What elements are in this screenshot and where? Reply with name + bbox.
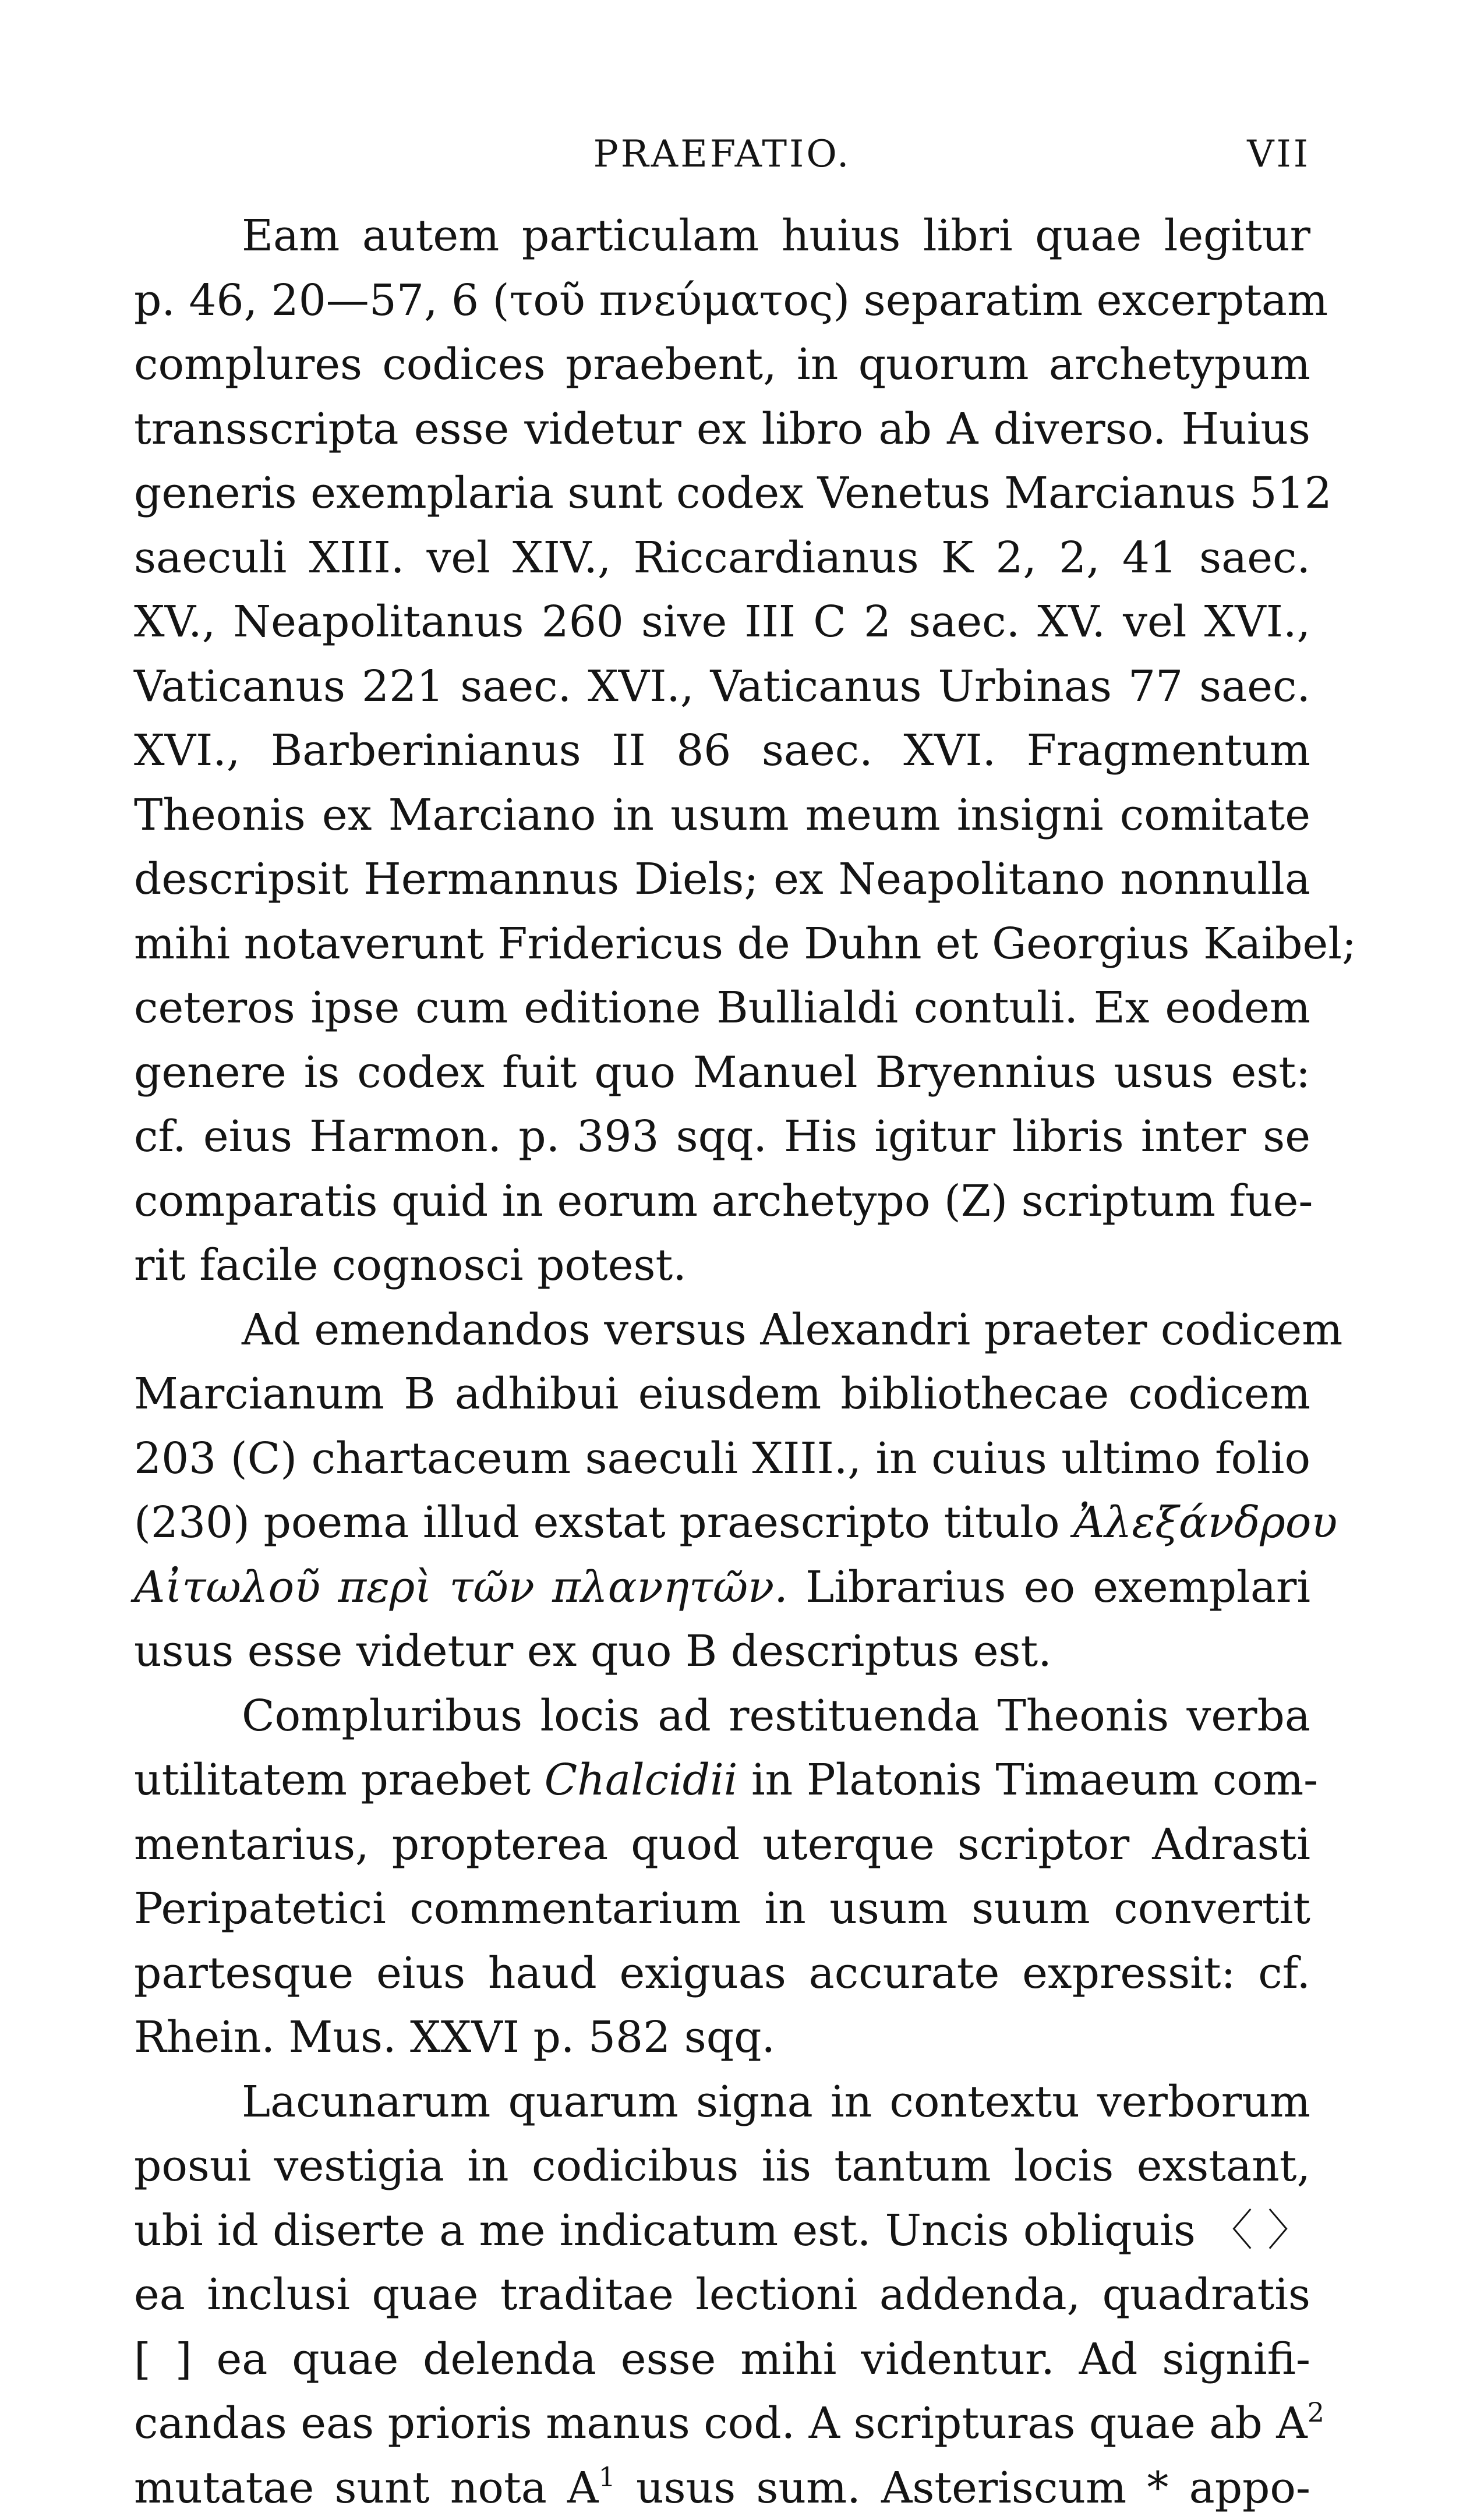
text-line: Ad emendandos versus Alexandri praeter codicem	[134, 1298, 1310, 1362]
text-line: usus esse videtur ex quo B descriptus est.	[134, 1619, 1310, 1684]
text-line	[134, 1491, 1310, 1555]
text-line: p. 46, 20—57, 6 (τοῦ πνεύματος) separatim excerptam	[134, 268, 1310, 333]
text-line: Peripatetici commentarium in usum suum convertit	[134, 1877, 1310, 1941]
text-line: XVI., Barberinianus II 86 saec. XVI. Fragmentum	[134, 719, 1310, 783]
text-line: descripsit Hermannus Diels; ex Neapolitano nonnulla	[134, 847, 1310, 912]
text-line: genere is codex fuit quo Manuel Bryennius usus est:	[134, 1040, 1310, 1105]
text-line: Vaticanus 221 saec. XVI., Vaticanus Urbinas 77 saec.	[134, 654, 1310, 719]
text-line: Theonis ex Marciano in usum meum insigni comitate	[134, 783, 1310, 848]
greek-title-word: Ἀλεξάνδρου	[1073, 1498, 1337, 1548]
text-line: mihi notaverunt Fridericus de Duhn et Georgius Kaibel;	[134, 912, 1310, 976]
text-line: mentarius, propterea quod uterque scriptor Adrasti	[134, 1813, 1310, 1877]
text-line: posui vestigia in codicibus iis tantum locis exstant,	[134, 2134, 1310, 2199]
page-header-title: PRAEFATIO.	[134, 133, 1310, 176]
text-segment: usus sum. Asteriscum * appo-	[636, 2463, 1310, 2513]
text-line: generis exemplaria sunt codex Venetus Marcianus 512	[134, 461, 1310, 526]
text-line: [ ] ea quae delenda esse mihi videntur. Ad signifi-	[134, 2327, 1310, 2392]
running-header	[134, 133, 1310, 179]
text-line: transscripta esse videtur ex libro ab A diverso. Huius	[134, 397, 1310, 462]
text-segment: candas eas prioris manus cod. A scripturas quae ab A	[134, 2398, 1308, 2448]
text-line: partesque eius haud exiguas accurate expressit: cf.	[134, 1941, 1310, 2006]
text-segment: mutatae sunt nota A	[134, 2463, 598, 2513]
page-number: VII	[1247, 133, 1310, 176]
text-segment: in Platonis Timaeum com-	[751, 1755, 1318, 1805]
text-line: rit facile cognosci potest.	[134, 1233, 1310, 1298]
text-line: Lacunarum quarum signa in contextu verborum	[134, 2070, 1310, 2135]
text-line: XV., Neapolitanus 260 sive III C 2 saec. XV. vel XVI.,	[134, 590, 1310, 654]
text-line: comparatis quid in eorum archetypo (Z) scriptum fue-	[134, 1169, 1310, 1234]
text-segment: utilitatem praebet	[134, 1755, 531, 1805]
text-line: Eam autem particulam huius libri quae legitur	[134, 204, 1310, 268]
text-line: complures codices praebent, in quorum archetypum	[134, 332, 1310, 397]
greek-title-words: Αἰτωλοῦ περὶ τῶν πλανητῶν.	[134, 1562, 788, 1612]
text-line: saeculi XIII. vel XIV., Riccardianus K 2, 2, 41 saec.	[134, 526, 1310, 590]
text-segment: (230) poema illud exstat praescripto titulo	[134, 1498, 1060, 1548]
text-line: cf. eius Harmon. p. 393 sqq. His igitur libris inter se	[134, 1105, 1310, 1169]
text-line: ubi id diserte a me indicatum est. Uncis obliquis 〈 〉	[134, 2199, 1310, 2263]
text-line	[134, 1748, 1310, 1813]
text-line: Rhein. Mus. XXVI p. 582 sqq.	[134, 2005, 1310, 2070]
text-line	[134, 1555, 1310, 1620]
author-name: Chalcidii	[545, 1755, 738, 1805]
text-line	[134, 2391, 1310, 2456]
text-line: Marcianum B adhibui eiusdem bibliothecae codicem	[134, 1362, 1310, 1427]
text-line: 203 (C) chartaceum saeculi XIII., in cuius ultimo folio	[134, 1427, 1310, 1491]
text-line: ceteros ipse cum editione Bullialdi contuli. Ex eodem	[134, 976, 1310, 1040]
text-line: ea inclusi quae traditae lectioni addenda, quadratis	[134, 2263, 1310, 2327]
superscript: 2	[1308, 2397, 1324, 2428]
text-line: Compluribus locis ad restituenda Theonis verba	[134, 1684, 1310, 1749]
text-segment: Librarius eo exemplari	[805, 1562, 1310, 1612]
superscript: 1	[598, 2461, 615, 2493]
text-line	[134, 2456, 1310, 2520]
page-body	[134, 204, 1310, 2520]
